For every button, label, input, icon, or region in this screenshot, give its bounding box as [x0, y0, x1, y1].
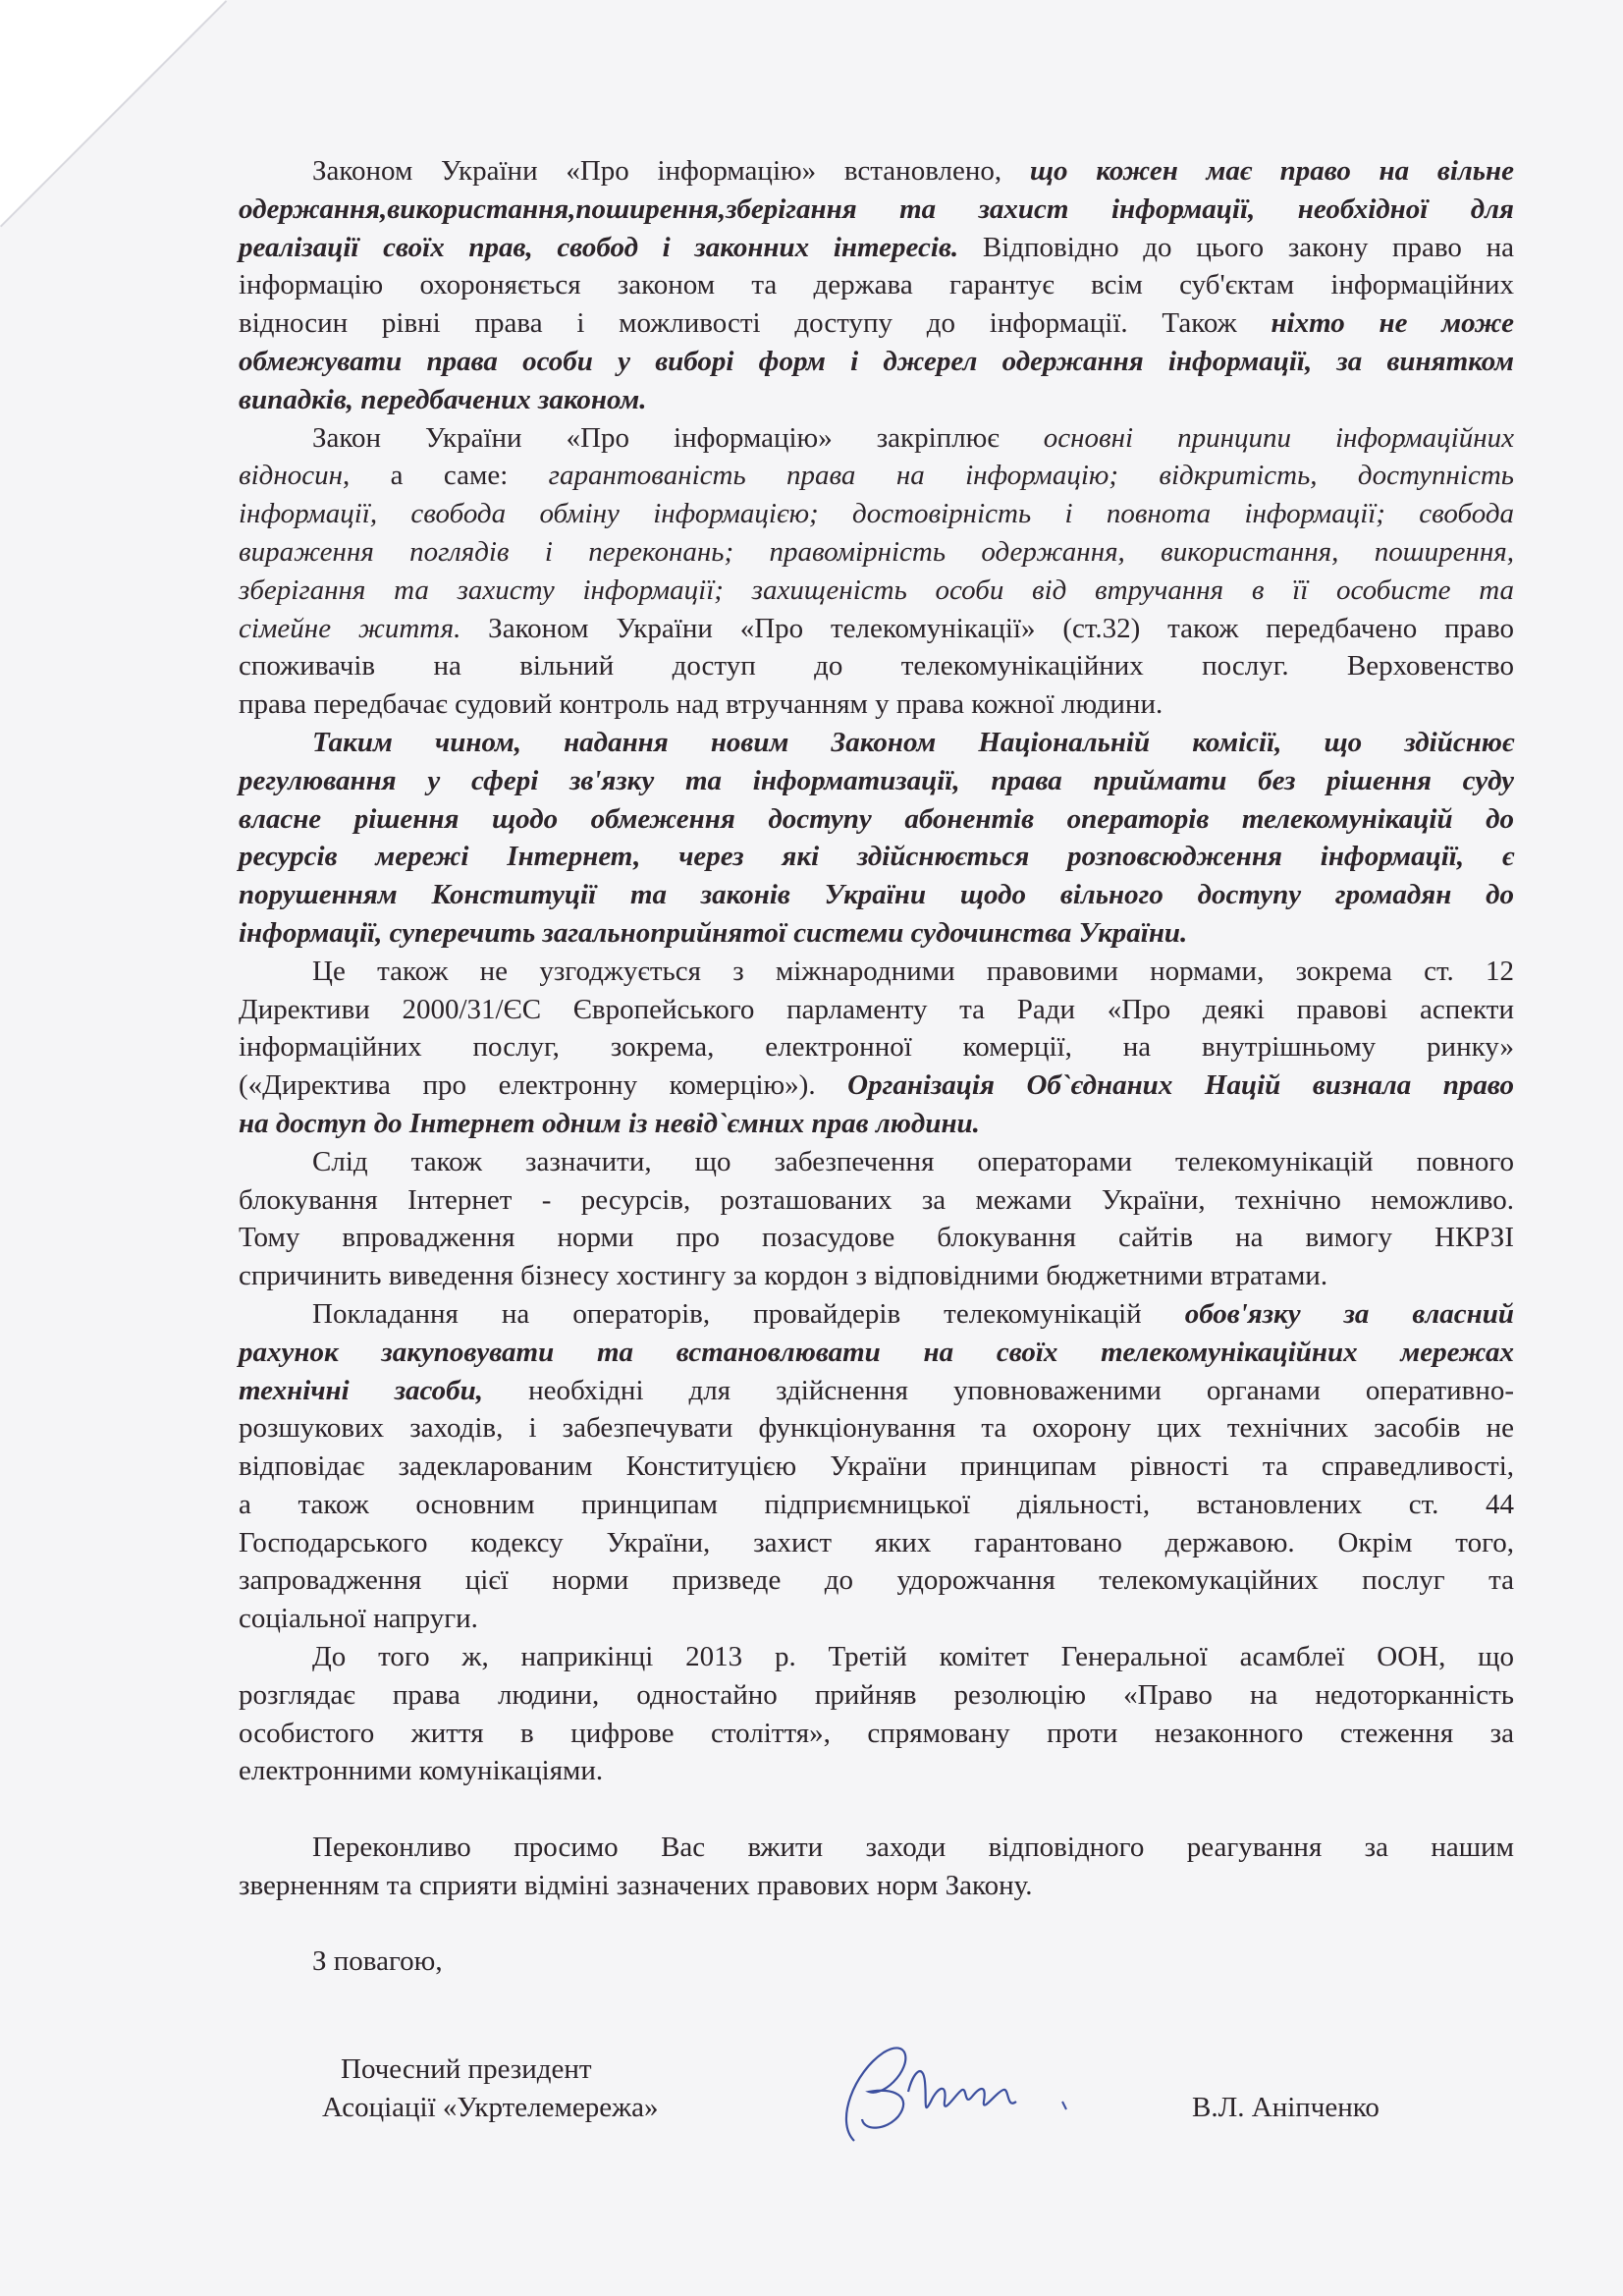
text-line [239, 533, 1514, 572]
emphasized-text-run: вираження поглядів і переконань; правомірність одержання, використання, поширення, [239, 535, 1514, 568]
text-line [239, 1372, 1514, 1410]
text-run: Закон України «Про інформацію» закріплює [312, 421, 1044, 454]
text-run: соціальної напруги. [239, 1603, 478, 1635]
emphasized-text-run: гарантованість права на інформацію; відкритість, доступність [548, 460, 1515, 492]
text-line [239, 953, 1514, 991]
signatory-title: Почесний президент [341, 2053, 592, 2085]
text-line [239, 1448, 1514, 1486]
text-line [239, 304, 1514, 343]
paragraph [239, 1638, 1514, 1790]
text-run: права передбачає судовий контроль над втручанням у права кожної людини. [239, 688, 1163, 721]
text-run: спричинить виведення бізнесу хостингу за кордон з відповідними бюджетними втратами. [239, 1260, 1328, 1292]
handwritten-signature [815, 2033, 1139, 2151]
paragraph [239, 724, 1514, 953]
emphasized-text-run: Таким чином, надання новим Законом Національній комісії, що здійснює [312, 726, 1514, 758]
text-line [239, 838, 1514, 876]
text-line [239, 1561, 1514, 1600]
signatory-organization: Асоціації «Укртелемережа» [322, 2092, 659, 2123]
emphasized-text-run: інформації, суперечить загальноприйнятої системи судочинства України. [239, 916, 1188, 949]
text-line [239, 1715, 1514, 1753]
text-run: необхідні для здійснення уповноваженими органами оперативно- [483, 1374, 1515, 1406]
signatory-name: В.Л. Аніпченко [1192, 2092, 1380, 2123]
text-run: інформацію охороняється законом та держава гарантує всім суб'єктам інформаційних [239, 269, 1514, 301]
text-line [239, 1409, 1514, 1448]
text-line [239, 1752, 1514, 1790]
text-run: блокування Інтернет - ресурсів, розташованих за межами України, технічно неможливо. [239, 1183, 1514, 1216]
blank-line [239, 1905, 1514, 1943]
text-run: Директиви 2000/31/ЄС Європейського парламенту та Ради «Про деякі правові аспекти [239, 993, 1514, 1025]
text-line [239, 381, 1514, 419]
emphasized-text-run: власне рішення щодо обмеження доступу абонентів операторів телекомунікацій до [239, 802, 1514, 835]
text-line [239, 1295, 1514, 1334]
emphasized-text-run: технічні засоби, [239, 1374, 484, 1406]
text-run: З повагою, [312, 1945, 443, 1978]
emphasized-text-run: сімейне життя. [239, 612, 461, 644]
text-line [239, 1219, 1514, 1257]
text-line [239, 1143, 1514, 1181]
paragraph [239, 1295, 1514, 1638]
emphasized-text-run: основні принципи інформаційних [1043, 421, 1514, 454]
paragraph [239, 953, 1514, 1143]
text-run: розшукових заходів, і забезпечувати функціонування та охорону цих технічних засобів не [239, 1412, 1514, 1445]
text-line [239, 647, 1514, 685]
text-run: , а саме: [342, 460, 549, 492]
emphasized-text-run: реалізації своїх прав, свобод і законних інтересів. [239, 231, 959, 263]
text-run: а також основним принципам підприємницької діяльності, встановлених ст. 44 [239, 1488, 1514, 1520]
emphasized-text-run: порушенням Конституції та законів України щодо вільного доступу громадян до [239, 879, 1514, 911]
paragraph [239, 1942, 1514, 1981]
text-run: Тому впровадження норми про позасудове блокування сайтів на вимогу НКРЗІ [239, 1222, 1514, 1254]
emphasized-text-run: регулювання у сфері зв'язку та інформатизації, права приймати без рішення суду [239, 764, 1514, 796]
emphasized-text-run: ніхто не може [1271, 307, 1514, 340]
text-line [239, 610, 1514, 648]
paragraph [239, 1829, 1514, 1905]
text-line [239, 1028, 1514, 1066]
text-line [239, 1829, 1514, 1867]
text-line [239, 266, 1514, 304]
text-run: Слід також зазначити, що забезпечення операторами телекомунікацій повного [312, 1145, 1514, 1177]
text-line [239, 914, 1514, 953]
text-run: відносин рівні права і можливості доступу до інформації. Також [239, 307, 1271, 340]
text-run: споживачів на вільний доступ до телекомунікаційних послуг. Верховенство [239, 650, 1514, 683]
text-line [239, 572, 1514, 610]
text-line [239, 495, 1514, 533]
text-line [239, 724, 1514, 762]
emphasized-text-run: на доступ до Інтернет одним із невід`ємних прав людини. [239, 1107, 980, 1139]
emphasized-text-run: обов'язку за власний [1184, 1297, 1514, 1330]
text-line [239, 685, 1514, 724]
text-line [239, 1181, 1514, 1220]
text-run: інформаційних послуг, зокрема, електронної комерції, на внутрішньому ринку» [239, 1031, 1514, 1064]
emphasized-text-run: зберігання та захисту інформації; захищеність особи від втручання в її особисте та [239, 574, 1514, 606]
text-run: («Директива про електронну комерцію»). [239, 1069, 848, 1102]
text-line [239, 152, 1514, 191]
text-run: Законом України «Про телекомунікації» (ст.32) також передбачено право [460, 612, 1515, 644]
blank-line [239, 1790, 1514, 1829]
text-line [239, 762, 1514, 800]
emphasized-text-run: Організація Об`єднаних Націй визнала право [847, 1069, 1514, 1102]
text-run: Це також не узгоджується з міжнародними правовими нормами, зокрема ст. 12 [312, 955, 1514, 987]
text-run: розглядає права людини, одностайно прийняв резолюцію «Право на недоторканність [239, 1678, 1514, 1711]
text-line [239, 800, 1514, 839]
paragraph [239, 1143, 1514, 1295]
text-line [239, 1066, 1514, 1105]
text-line [239, 1486, 1514, 1524]
signature-stroke [846, 2048, 1016, 2141]
emphasized-text-run: інформації, свобода обміну інформацією; достовірність і повнота інформації; свобода [239, 498, 1514, 530]
text-line [239, 457, 1514, 495]
text-run: Покладання на операторів, провайдерів телекомунікацій [312, 1297, 1185, 1330]
text-run: Відповідно до цього закону право на [958, 231, 1514, 263]
text-run: відповідає задекларованим Конституцією України принципам рівності та справедливості, [239, 1450, 1514, 1483]
emphasized-text-run: випадків, передбачених законом. [239, 383, 647, 415]
text-run: запровадження цієї норми призведе до удорожчання телекомукаційних послуг та [239, 1564, 1514, 1597]
text-line [239, 991, 1514, 1029]
emphasized-text-run: що кожен має право на вільне [1029, 155, 1514, 187]
emphasized-text-run: рахунок закуповувати та встановлювати на своїх телекомунікаційних мережах [239, 1336, 1514, 1368]
letter-body [239, 152, 1514, 1981]
text-run: До того ж, наприкінці 2013 р. Третій комітет Генеральної асамблеї ООН, що [312, 1641, 1514, 1673]
signature-tick [1062, 2102, 1066, 2109]
text-run: Господарського кодексу України, захист яких гарантовано державою. Окрім того, [239, 1526, 1514, 1558]
text-line [239, 876, 1514, 914]
text-line [239, 191, 1514, 229]
text-line [239, 343, 1514, 381]
paragraph [239, 152, 1514, 419]
text-run: зверненням та сприяти відміні зазначених правових норм Закону. [239, 1869, 1033, 1901]
text-line [239, 1524, 1514, 1562]
text-run: електронними комунікаціями. [239, 1755, 604, 1787]
text-line [239, 1676, 1514, 1715]
text-run: особистого життя в цифрове століття», спрямовану проти незаконного стеження за [239, 1717, 1514, 1749]
emphasized-text-run: обмежувати права особи у виборі форм і джерел одержання інформації, за винятком [239, 345, 1514, 377]
text-line [239, 419, 1514, 458]
text-line [239, 1942, 1514, 1981]
text-line [239, 1105, 1514, 1143]
text-line [239, 229, 1514, 267]
text-run: Законом України «Про інформацію» встановлено, [312, 155, 1030, 187]
text-line [239, 1600, 1514, 1638]
text-run: Переконливо просимо Вас вжити заходи відповідного реагування за нашим [312, 1831, 1514, 1864]
emphasized-text-run: ресурсів мережі Інтернет, через які здійснюється розповсюдження інформації, є [239, 841, 1514, 873]
text-line [239, 1257, 1514, 1295]
emphasized-text-run: одержання,використання,поширення,зберігання та захист інформації, необхідної для [239, 192, 1514, 225]
text-line [239, 1638, 1514, 1676]
emphasized-text-run: відносин [239, 460, 343, 492]
text-line [239, 1867, 1514, 1905]
text-line [239, 1334, 1514, 1372]
paragraph [239, 419, 1514, 724]
